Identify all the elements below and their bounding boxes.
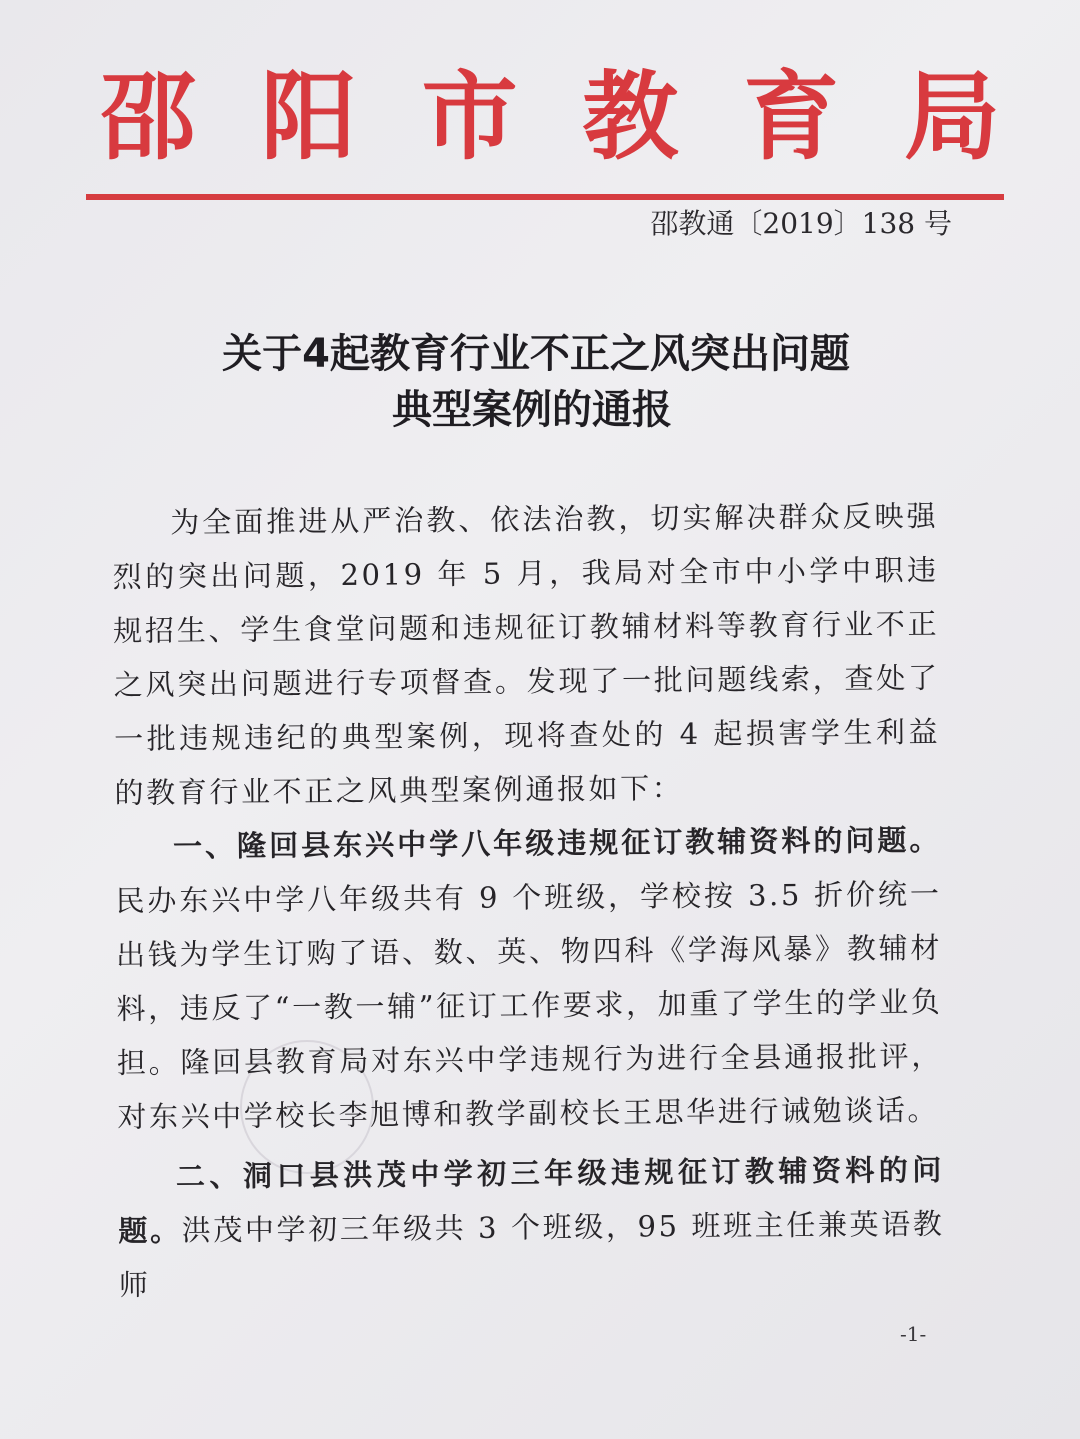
section-1-heading: 一、隆回县东兴中学八年级违规征订教辅资料的问题。 <box>172 822 942 864</box>
section-2-body: 洪茂中学初三年级共 3 个班级，95 班班主任兼英语教师 <box>118 1206 945 1302</box>
document-title-line-2: 典型案例的通报 <box>392 387 672 433</box>
header-char: 育 <box>743 61 840 173</box>
intro-paragraph: 为全面推进从严治教、依法治教，切实解决群众反映强烈的突出问题，2019 年 5 月，我局对全市中小学中职违规招生、学生食堂问题和违规征订教辅材料等教育行业不正之风突出问题进行专项督查。发现了一批问题线索，查处了一批违规违纪的典型案例，现将查处的 4 起损害学生利益的教育行业不正之风典型案例通报如下： <box>112 498 941 810</box>
section-2-paragraph <box>118 1143 945 1312</box>
header-char: 阳 <box>260 61 357 173</box>
issuing-authority-header <box>100 62 1000 172</box>
section-1-body: 民办东兴中学八年级共有 9 个班级，学校按 3.5 折价统一出钱为学生订购了语、数、英、物四科《学海风暴》教辅材料，违反了“一教一辅”征订工作要求，加重了学生的学业负担。隆回县教育局对东兴中学违规行为进行全县通报批评，对东兴中学校长李旭博和教学副校长王思华进行诫勉谈话。 <box>115 876 944 1134</box>
section-2-heading: 二、洞口县洪茂中学初三年级违规征订教辅资料的问题。 <box>118 1152 945 1248</box>
header-char: 局 <box>903 61 1000 173</box>
document-title-line-1: 关于4起教育行业不正之风突出问题 <box>222 331 850 377</box>
header-char: 教 <box>582 61 679 173</box>
header-divider <box>86 194 1004 200</box>
document-number: 邵教通〔2019〕138 号 <box>650 207 952 240</box>
page-number: -1- <box>900 1322 927 1346</box>
document-body <box>112 489 945 1312</box>
section-1-paragraph <box>115 813 944 1144</box>
header-char: 市 <box>421 61 518 173</box>
header-char: 邵 <box>100 61 196 173</box>
